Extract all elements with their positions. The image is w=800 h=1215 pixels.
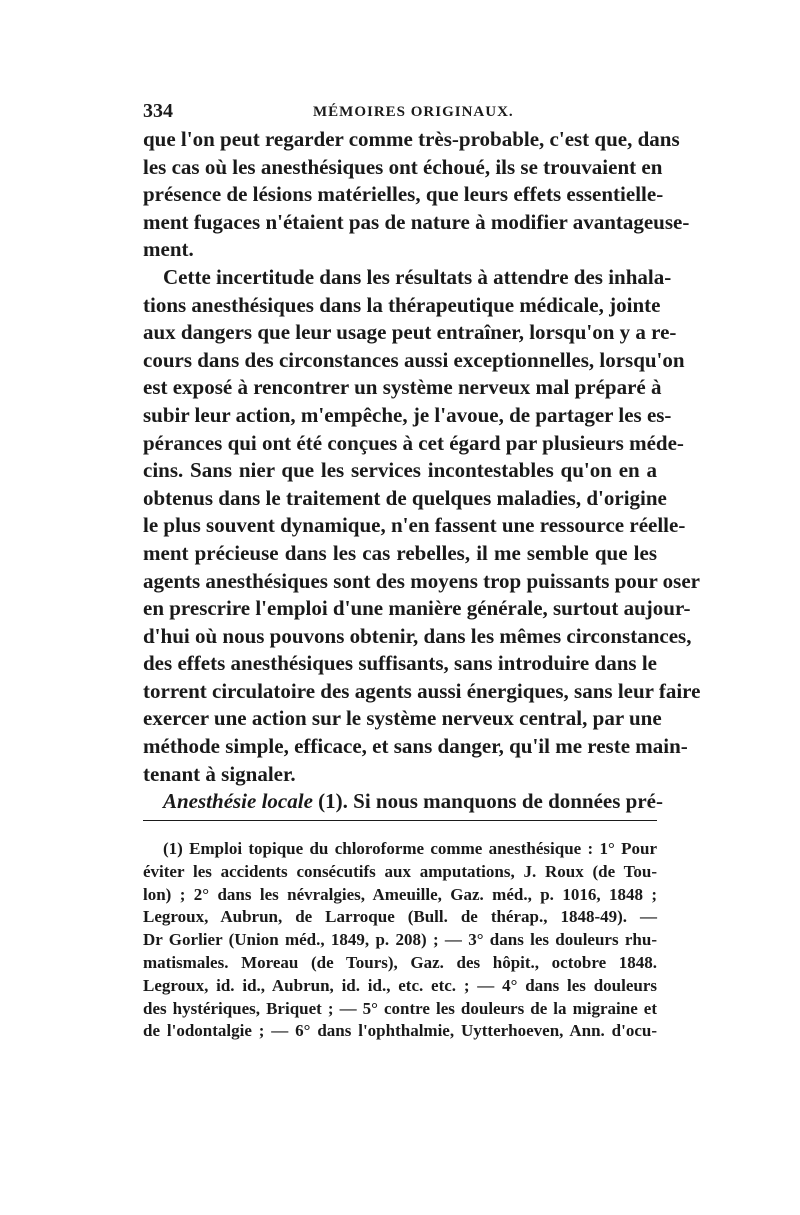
text-line: méthode simple, efficace, et sans danger, qu'il me reste main-: [143, 734, 688, 759]
text-line: les cas où les anesthésiques ont échoué, ils se trouvaient en: [143, 154, 663, 179]
text-line: d'hui où nous pouvons obtenir, dans les mêmes circonstances,: [143, 623, 692, 648]
body-text: [143, 126, 701, 816]
footnote-line: éviter les accidents consécutifs aux amputations, J. Roux (de Tou-: [143, 861, 657, 881]
section-heading-anesthesie-locale: Anesthésie locale: [163, 789, 313, 814]
footnote-line: (1) Emploi topique du chloroforme comme anesthésique : 1° Pour: [163, 839, 657, 858]
text-line: cins. Sans nier que les services incontestables qu'on en a: [143, 458, 657, 483]
page-number: 334: [143, 100, 173, 122]
text-line: exercer une action sur le système nerveux central, par une: [143, 706, 662, 731]
text-line: aux dangers que leur usage peut entraîner, lorsqu'on y a re-: [143, 320, 677, 345]
text-line: agents anesthésiques sont des moyens trop puissants pour oser: [143, 568, 700, 593]
text-line: est exposé à rencontrer un système nerveux mal préparé à: [143, 375, 662, 400]
text-line: que l'on peut regarder comme très-probable, c'est que, dans: [143, 127, 680, 151]
text-line: des effets anesthésiques suffisants, sans introduire dans le: [143, 651, 657, 676]
footnote-line: Dr Gorlier (Union méd., 1849, p. 208) ; — 3° dans les douleurs rhu-: [143, 930, 657, 950]
footnote-line: des hystériques, Briquet ; — 5° contre les douleurs de la migraine et: [143, 998, 657, 1018]
text-line: cours dans des circonstances aussi exceptionnelles, lorsqu'on: [143, 347, 685, 372]
text-line: pérances qui ont été conçues à cet égard par plusieurs méde-: [143, 430, 684, 455]
text-line: Cette incertitude dans les résultats à attendre des inhala-: [163, 264, 672, 289]
footnote-rule: [143, 820, 657, 821]
running-head: MÉMOIRES ORIGINAUX.: [313, 104, 514, 120]
text-line: tenant à signaler.: [143, 761, 296, 786]
footnote-line: lon) ; 2° dans les névralgies, Ameuille, Gaz. méd., p. 1016, 1848 ;: [143, 884, 657, 904]
footnote-line: matismales. Moreau (de Tours), Gaz. des hôpit., octobre 1848.: [143, 952, 657, 972]
text-line: ment fugaces n'étaient pas de nature à modifier avantageuse-: [143, 209, 690, 234]
footnote-line: Legroux, Aubrun, de Larroque (Bull. de thérap., 1848-49). —: [143, 907, 657, 927]
text-line: ment.: [143, 237, 194, 262]
text-line: en prescrire l'emploi d'une manière générale, surtout aujour-: [143, 596, 691, 621]
text-line: obtenus dans le traitement de quelques maladies, d'origine: [143, 485, 667, 510]
text-line: présence de lésions matérielles, que leurs effets essentielle-: [143, 182, 664, 207]
text-line: le plus souvent dynamique, n'en fassent une ressource réelle-: [143, 513, 686, 538]
text-line: ment précieuse dans les cas rebelles, il me semble que les: [143, 540, 657, 565]
text-line: tions anesthésiques dans la thérapeutique médicale, jointe: [143, 292, 661, 317]
text-line-with-heading: [143, 788, 663, 816]
text-line: subir leur action, m'empêche, je l'avoue, de partager les es-: [143, 402, 672, 427]
footnote-line: de l'odontalgie ; — 6° dans l'ophthalmie, Uytterhoeven, Ann. d'ocu-: [143, 1021, 657, 1041]
footnote-line: Legroux, id. id., Aubrun, id. id., etc. etc. ; — 4° dans les douleurs: [143, 975, 657, 995]
text-fragment: (1). Si nous manquons de données pré-: [312, 789, 663, 814]
text-line: torrent circulatoire des agents aussi énergiques, sans leur faire: [143, 678, 701, 703]
footnote: [143, 838, 657, 1043]
